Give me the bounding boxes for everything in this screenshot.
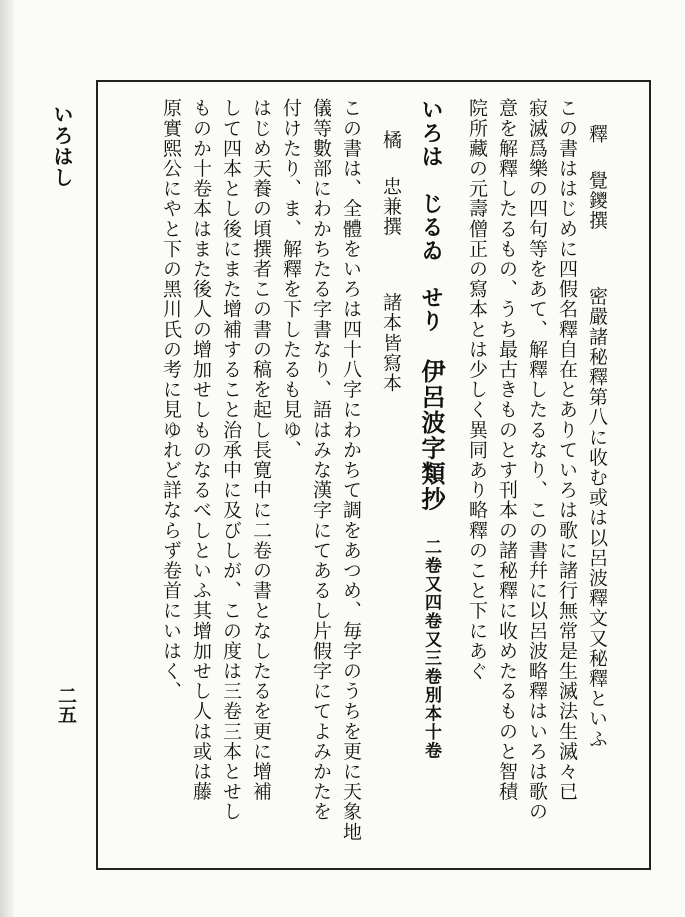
text-column: 原實熙公にやと下の黑川氏の考に見ゆれど詳ならず卷首にいはく、: [160, 98, 182, 701]
text-column: して四本とし後にまた增補すること治承中に及びしが、この度は三卷三本とせし: [220, 98, 242, 822]
entry-volumes: 二卷又四卷又三卷別本十卷: [421, 538, 441, 760]
text-column: 寂滅爲樂の四句等をあて、解釋したるなり、この書幷に以呂波略釋はいろは歌の: [526, 98, 548, 822]
text-column: この書は、全體をいろは四十八字にわかちて調をあつめ、毎字のうちを更に天象地: [340, 98, 362, 842]
entry-heading: [417, 98, 446, 760]
text-column: はじめ天養の頃撰者この書の稿を起し長寛中に二卷の書となしたるを更に增補: [250, 98, 272, 802]
text-column: 釋覺鑁撰密嚴諸秘釋第八に收む或は以呂波釋文又秘釋といふ: [586, 124, 608, 749]
text-column: 儀等數部にわかちたる字書なり、語はみな漢字にてあるし片假字にてよみかたを: [310, 98, 332, 822]
author-line: 橘忠兼撰諸本皆寫本: [380, 130, 402, 393]
binding-edge: [0, 0, 14, 917]
text-column: 意を解釋したるもの、うち最古きものとす刊本の諸秘釋に收めたるものと智積: [496, 98, 518, 802]
running-header: いろはし: [50, 104, 74, 188]
entry-reading: いろは じるゐ せり: [418, 98, 444, 333]
text-column: この書ははじめに四假名釋自在とありていろは歌に諸行無常是生滅法生滅々已: [556, 98, 578, 802]
entry-title: 伊呂波字類抄: [417, 359, 446, 512]
text-column: 院所藏の元壽僧正の寫本とは少しく異同あり略釋のこと下にあぐ: [466, 98, 488, 681]
page-number: 二五: [55, 686, 77, 724]
text-column: ものか十卷本はまた後人の增加せしものなるべしといふ其增加せし人は或は藤: [190, 98, 212, 802]
text-column: 付けたり、ま、解釋を下したるも見ゆ、: [280, 98, 302, 460]
